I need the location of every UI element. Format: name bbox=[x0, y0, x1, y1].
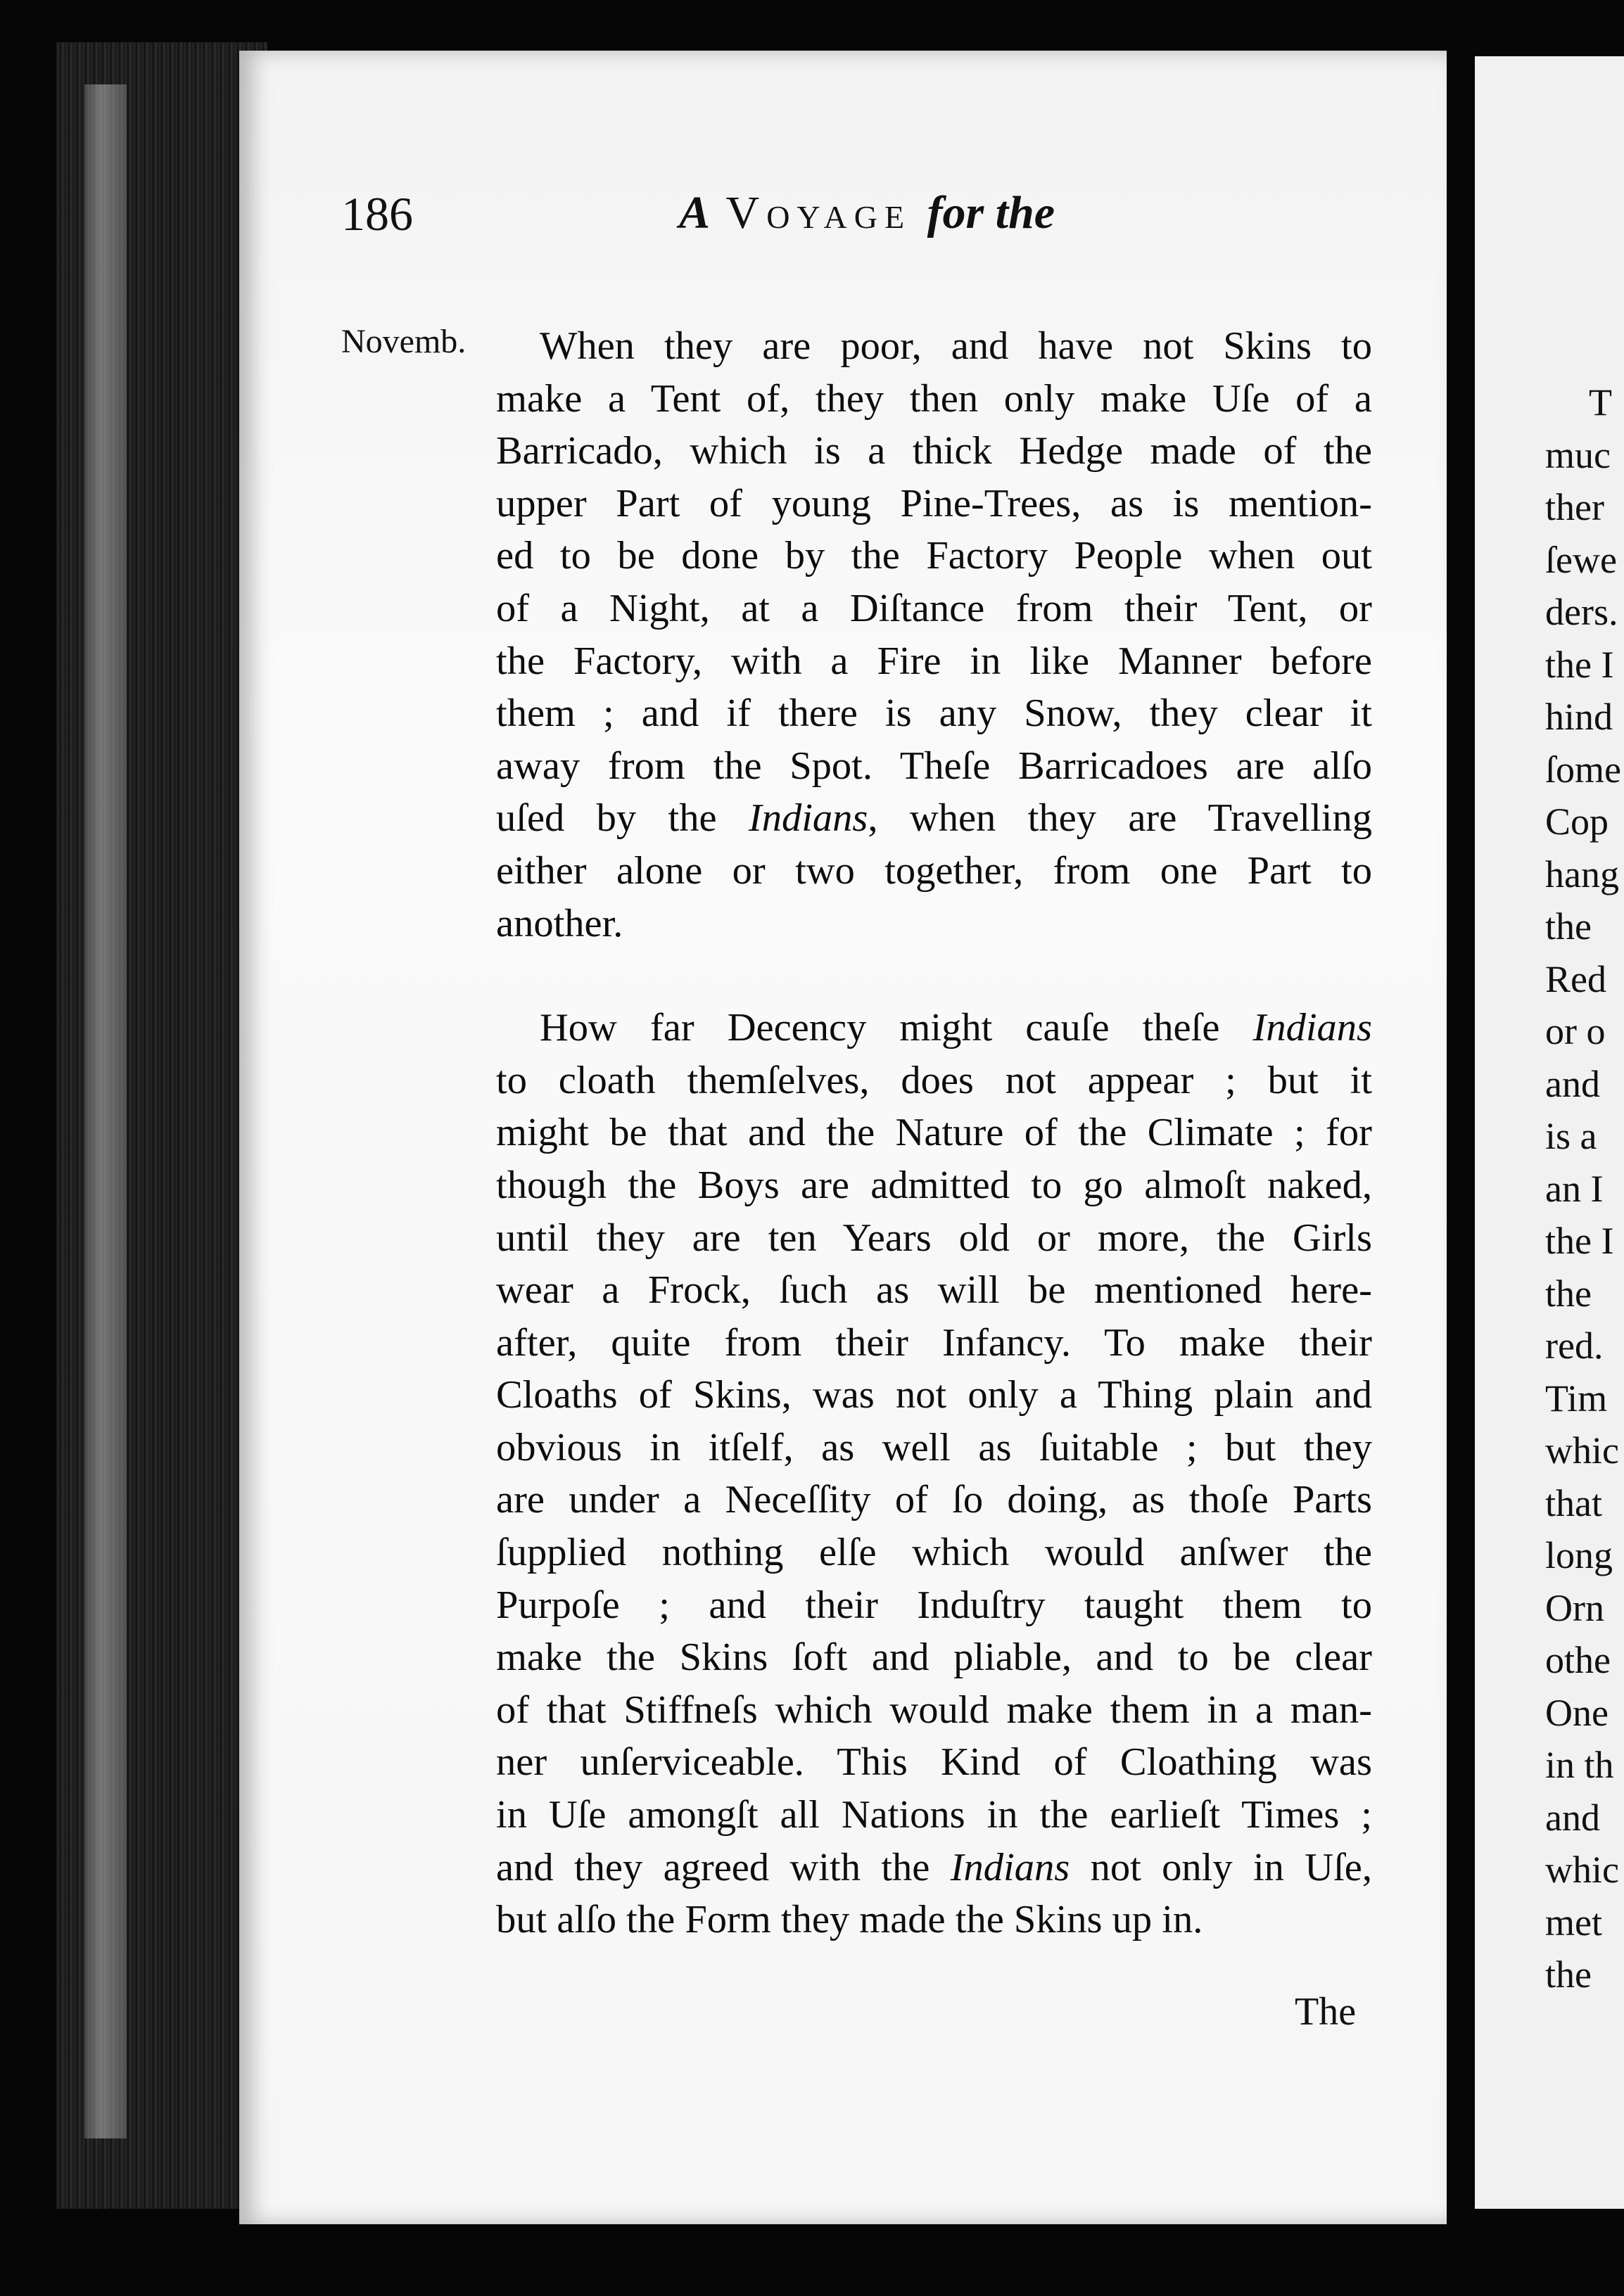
text-line: make the Skins ſoft and pliable, and to be clear bbox=[496, 1635, 1372, 1680]
running-head bbox=[341, 186, 1390, 250]
facing-page-line: Tim bbox=[1545, 1377, 1608, 1420]
facing-page-line: and bbox=[1545, 1062, 1600, 1105]
text-line: of that Stiffneſs which would make them in a man- bbox=[496, 1688, 1372, 1732]
catchword: The bbox=[1295, 1990, 1357, 2034]
facing-page-line: red. bbox=[1545, 1325, 1604, 1367]
text-line: obvious in itſelf, as well as ſuitable ; but they bbox=[496, 1425, 1372, 1469]
text-line: When they are poor, and have not Skins to bbox=[540, 324, 1372, 368]
facing-page-line: ſome bbox=[1545, 748, 1621, 791]
margin-note: Novemb. bbox=[341, 323, 467, 360]
facing-page-line: the I bbox=[1545, 1220, 1614, 1262]
running-title bbox=[679, 186, 1055, 240]
facing-page-line: hang bbox=[1545, 853, 1619, 895]
text-line: Barricado, which is a thick Hedge made of the bbox=[496, 429, 1372, 473]
text-line: wear a Frock, ſuch as will be mentioned here- bbox=[496, 1268, 1372, 1313]
facing-page-fragment bbox=[1475, 56, 1624, 2209]
facing-page-line: met bbox=[1545, 1901, 1602, 1944]
text-line: either alone or two together, from one Part to bbox=[496, 848, 1372, 893]
text-line: away from the Spot. Theſe Barricadoes are alſo bbox=[496, 744, 1372, 788]
facing-page-line: Red bbox=[1545, 957, 1606, 1000]
facing-page-line: an I bbox=[1545, 1167, 1604, 1210]
facing-page-text bbox=[1545, 376, 1621, 2001]
text-line: until they are ten Years old or more, the Girls bbox=[496, 1216, 1372, 1260]
facing-page-line: the bbox=[1545, 1953, 1592, 1996]
facing-page-line: ders. bbox=[1545, 591, 1618, 633]
text-line: after, quite from their Infancy. To make their bbox=[496, 1320, 1372, 1365]
facing-page-line: long bbox=[1545, 1534, 1613, 1576]
facing-page-line: T bbox=[1589, 381, 1612, 423]
facing-page-line: or o bbox=[1545, 1010, 1606, 1052]
text-line: another. bbox=[496, 901, 623, 945]
facing-page-line: the bbox=[1545, 905, 1592, 948]
text-line: How far Decency might cauſe theſe Indians bbox=[540, 1006, 1372, 1050]
running-title-voyage: Voyage bbox=[725, 187, 912, 238]
text-line: Cloaths of Skins, was not only a Thing plain and bbox=[496, 1373, 1372, 1417]
facing-page-line: is a bbox=[1545, 1115, 1597, 1157]
text-line: to cloath themſelves, does not appear ; but it bbox=[496, 1058, 1372, 1102]
text-line: in Uſe amongſt all Nations in the earlieſt Times ; bbox=[496, 1793, 1372, 1837]
page-edge-highlight bbox=[84, 84, 127, 2138]
page-number: 186 bbox=[341, 187, 413, 241]
paragraph bbox=[496, 1002, 1372, 1946]
running-title-for-the: for the bbox=[927, 187, 1055, 238]
paragraph bbox=[496, 320, 1372, 950]
text-line: are under a Neceſſity of ſo doing, as thoſe Parts bbox=[496, 1478, 1372, 1522]
text-line: ed to be done by the Factory People when out bbox=[496, 534, 1372, 578]
facing-page-line: the I bbox=[1545, 643, 1614, 686]
facing-page-line: hind bbox=[1545, 696, 1613, 738]
facing-page-line: muc bbox=[1545, 433, 1611, 476]
running-title-a: A bbox=[679, 187, 711, 238]
body-text bbox=[496, 320, 1372, 1946]
facing-page-line: Orn bbox=[1545, 1586, 1604, 1629]
facing-page-line: ſewe bbox=[1545, 538, 1617, 581]
text-line: ſupplied nothing elſe which would anſwer the bbox=[496, 1531, 1372, 1575]
facing-page-line: whic bbox=[1545, 1429, 1619, 1472]
text-line: and they agreed with the Indians not only in Uſe, bbox=[496, 1845, 1373, 1889]
text-line: the Factory, with a Fire in like Manner before bbox=[496, 639, 1372, 683]
text-line: make a Tent of, they then only make Uſe of a bbox=[496, 376, 1372, 421]
text-line: Purpoſe ; and their Induſtry taught them to bbox=[496, 1583, 1372, 1627]
facing-page-line: in th bbox=[1545, 1744, 1614, 1786]
text-line: might be that and the Nature of the Climate ; for bbox=[496, 1111, 1372, 1155]
facing-page-line: and bbox=[1545, 1796, 1600, 1839]
facing-page-line: that bbox=[1545, 1481, 1602, 1524]
text-line: them ; and if there is any Snow, they clear it bbox=[496, 691, 1372, 736]
text-line: upper Part of young Pine-Trees, as is mention- bbox=[496, 481, 1372, 525]
facing-page-line: ther bbox=[1545, 486, 1604, 528]
facing-page-line: othe bbox=[1545, 1639, 1611, 1681]
text-line: ner unſerviceable. This Kind of Cloathing was bbox=[496, 1740, 1372, 1785]
facing-page-line: the bbox=[1545, 1272, 1592, 1315]
text-line: uſed by the Indians, when they are Travelling bbox=[496, 796, 1372, 841]
text-line: but alſo the Form they made the Skins up in. bbox=[496, 1898, 1203, 1942]
text-line: of a Night, at a Diſtance from their Tent, or bbox=[496, 586, 1372, 630]
facing-page-line: Cop bbox=[1545, 801, 1609, 843]
text-line: though the Boys are admitted to go almoſt naked, bbox=[496, 1163, 1372, 1207]
facing-page-line: One bbox=[1545, 1691, 1609, 1734]
facing-page-line: whic bbox=[1545, 1849, 1619, 1891]
